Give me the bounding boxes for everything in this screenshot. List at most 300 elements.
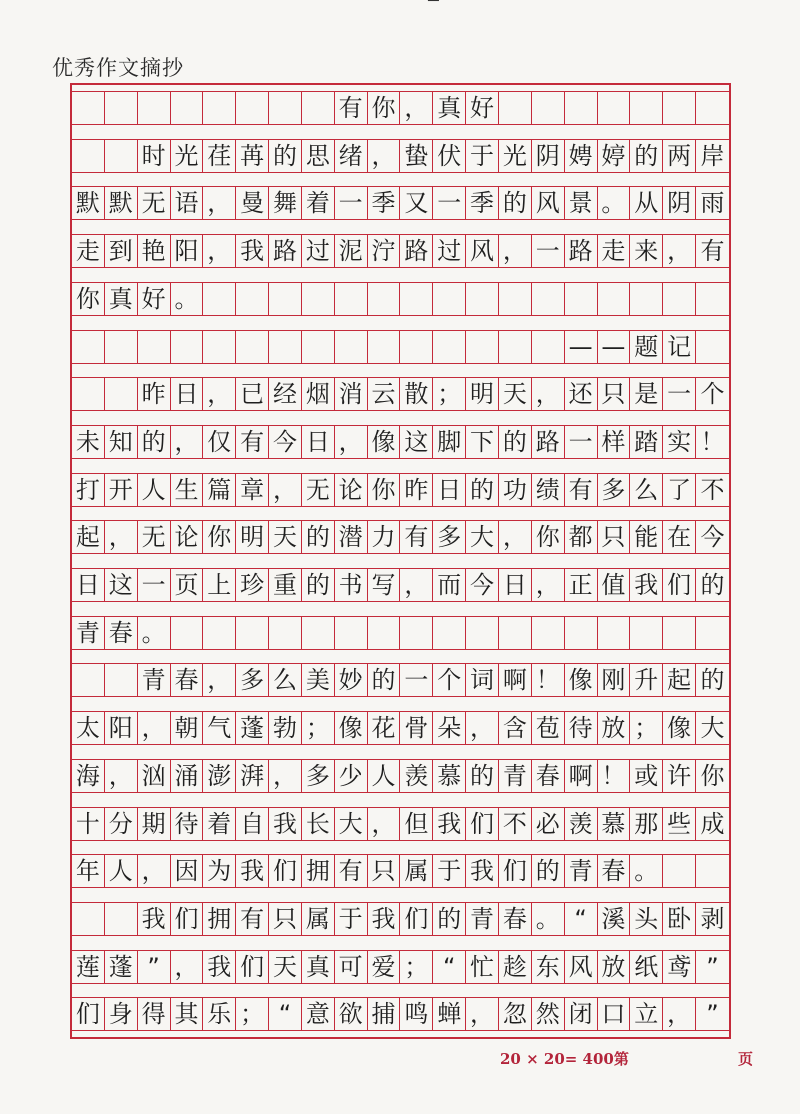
grid-cell [269,92,302,124]
grid-cell: 的 [368,664,401,696]
grid-cell [532,331,565,363]
grid-cell: 思 [302,140,335,172]
grid-row [72,854,729,888]
grid-cell: 珍 [236,569,269,601]
grid-cell: ， [532,378,565,410]
grid-cell: 写 [368,569,401,601]
grid-cell: 身 [105,998,138,1030]
grid-cell: 慕 [433,760,466,792]
grid-cell: 趁 [499,951,532,983]
grid-cell: 刚 [598,664,631,696]
grid-cell: 阳 [171,235,204,267]
grid-row [72,902,729,936]
grid-cell: 我 [368,903,401,935]
grid-cell: ， [400,569,433,601]
grid-cell: 潜 [335,521,368,553]
grid-cell: 昨 [400,474,433,506]
grid-cell: 多 [236,664,269,696]
grid-cell [335,617,368,649]
grid-cell: 着 [203,808,236,840]
grid-cell: “ [433,951,466,983]
grid-cell: 放 [598,712,631,744]
grid-cell [696,92,729,124]
grid-cell: 羡 [400,760,433,792]
grid-cell: 泥 [335,235,368,267]
grid-cell: 论 [335,474,368,506]
grid-cell: 多 [433,521,466,553]
grid-cell: ， [105,521,138,553]
grid-cell: 在 [663,521,696,553]
grid-cell: 阴 [532,140,565,172]
grid-cell: ， [203,664,236,696]
manuscript-grid [70,83,731,1039]
grid-cell [105,92,138,124]
grid-cell [171,92,204,124]
grid-cell: 艳 [138,235,171,267]
grid-cell: 们 [663,569,696,601]
grid-cell: 们 [72,998,105,1030]
grid-cell: 少 [335,760,368,792]
grid-cell: 么 [269,664,302,696]
grid-cell [532,617,565,649]
grid-cell: 们 [171,903,204,935]
grid-cell [335,331,368,363]
grid-cell: 口 [598,998,631,1030]
grid-cell: 烟 [302,378,335,410]
grid-cell: ， [532,569,565,601]
grid-cell: 风 [565,951,598,983]
grid-cell: 起 [72,521,105,553]
grid-row [72,520,729,554]
grid-cell: 一 [663,378,696,410]
grid-cell: 一 [532,235,565,267]
grid-cell: 有 [335,855,368,887]
grid-cell: 春 [105,617,138,649]
grid-cell [105,140,138,172]
grid-cell: 天 [269,521,302,553]
grid-cell: 的 [466,760,499,792]
grid-cell: 蝉 [433,998,466,1030]
grid-cell: 勃 [269,712,302,744]
grid-row [72,425,729,459]
grid-cell: ， [663,998,696,1030]
grid-cell [532,92,565,124]
grid-cell: 剥 [700,904,725,933]
grid-cell: 上 [203,569,236,601]
grid-cell: 真 [433,92,466,124]
grid-cell: 。 [532,903,565,935]
grid-cell: 景 [565,187,598,219]
grid-cell [565,92,598,124]
grid-cell [368,283,401,315]
grid-cell: 明 [466,378,499,410]
grid-cell [466,283,499,315]
grid-cell: 纸 [630,951,663,983]
grid-cell: 你 [368,92,401,124]
grid-cell [72,331,105,363]
grid-cell: 妙 [335,664,368,696]
grid-cell [72,378,105,410]
grid-cell: 多 [302,760,335,792]
grid-cell: 待 [565,712,598,744]
grid-cell: 风 [532,187,565,219]
grid-cell: 像 [565,664,598,696]
grid-cell: ， [663,235,696,267]
grid-cell: 人 [138,474,171,506]
grid-cell: 个 [700,380,725,409]
grid-cell: 朝 [171,712,204,744]
grid-cell: 一 [565,426,598,458]
grid-cell: 春 [499,903,532,935]
grid-cell: 闭 [565,998,598,1030]
grid-cell: 力 [368,521,401,553]
grid-cell [400,331,433,363]
grid-cell: 你 [532,521,565,553]
grid-cell: 天 [499,378,532,410]
grid-cell: 页 [171,569,204,601]
grid-cell: 岸 [700,141,725,170]
grid-cell [72,664,105,696]
grid-cell: 苒 [236,140,269,172]
grid-cell: 澎 [203,760,236,792]
grid-cell: 有 [565,474,598,506]
grid-cell: 仅 [203,426,236,458]
page-label: 页 [738,1050,754,1068]
grid-cell: 其 [171,998,204,1030]
grid-cell: ， [400,92,433,124]
grid-cell: 阴 [663,187,696,219]
grid-cell [302,617,335,649]
grid-cell [72,140,105,172]
grid-cell: 的 [499,426,532,458]
grid-row [72,568,729,602]
grid-cell: 大 [700,714,725,743]
grid-cell: 实 [663,426,696,458]
grid-row [72,377,729,411]
grid-row [72,473,729,507]
grid-cell: 泞 [368,235,401,267]
grid-cell: 大 [466,521,499,553]
grid-cell: 欲 [335,998,368,1030]
grid-cell: 不 [499,808,532,840]
grid-cell [269,331,302,363]
grid-cell: ， [203,235,236,267]
grid-cell: 光 [171,140,204,172]
grid-row [72,91,729,125]
grid-cell: 两 [663,140,696,172]
grid-cell [171,617,204,649]
grid-cell: 你 [368,474,401,506]
grid-cell [105,331,138,363]
grid-cell: 题 [630,331,663,363]
grid-info-footer: 20 × 20= 400第 [500,1050,629,1068]
grid-cell [138,92,171,124]
grid-cell: 经 [269,378,302,410]
grid-cell [433,617,466,649]
grid-cell: 绪 [335,140,368,172]
grid-cell [499,283,532,315]
grid-cell [105,664,138,696]
grid-cell: 荏 [203,140,236,172]
grid-cell: 或 [630,760,663,792]
grid-cell: 蓬 [236,712,269,744]
grid-cell: 有 [236,426,269,458]
grid-cell: 了 [663,474,696,506]
grid-cell: ； [302,712,335,744]
grid-cell [696,855,729,887]
grid-cell: ， [368,140,401,172]
grid-cell: 东 [532,951,565,983]
grid-cell [466,331,499,363]
grid-cell: 记 [663,331,696,363]
grid-cell: 散 [400,378,433,410]
grid-cell: 些 [663,808,696,840]
grid-cell: 们 [400,903,433,935]
grid-cell [302,283,335,315]
grid-cell: 青 [72,617,105,649]
grid-cell [236,331,269,363]
grid-cell [269,283,302,315]
grid-cell [630,92,663,124]
grid-cell: 含 [499,712,532,744]
grid-cell: 的 [630,140,663,172]
grid-cell: 有 [700,237,725,266]
grid-cell: 卧 [663,903,696,935]
grid-cell: 有 [400,521,433,553]
grid-cell: 年 [72,855,105,887]
grid-cell: 苞 [532,712,565,744]
grid-cell: 的 [302,569,335,601]
grid-cell: 婷 [598,140,631,172]
grid-cell: 为 [203,855,236,887]
grid-cell: 于 [466,140,499,172]
grid-cell: 今 [466,569,499,601]
grid-cell: 的 [700,571,725,599]
grid-row [72,997,729,1031]
grid-cell: 捕 [368,998,401,1030]
grid-cell: ， [105,760,138,792]
grid-cell: 无 [138,521,171,553]
grid-cell: 啊 [499,664,532,696]
grid-cell: 忽 [499,998,532,1030]
grid-cell: 可 [335,951,368,983]
grid-cell: 雨 [700,189,725,218]
grid-cell: 忙 [466,951,499,983]
grid-cell: 待 [171,808,204,840]
grid-cell: 过 [302,235,335,267]
grid-cell [203,92,236,124]
grid-cell: 时 [138,140,171,172]
grid-cell: 青 [565,855,598,887]
grid-cell [72,903,105,935]
grid-cell: 们 [269,855,302,887]
grid-cell: 因 [171,855,204,887]
grid-cell: 溪 [598,903,631,935]
grid-row [72,282,729,316]
grid-cell [565,283,598,315]
grid-cell: 涌 [171,760,204,792]
grid-cell: 知 [105,426,138,458]
grid-cell [269,617,302,649]
grid-cell: ！ [598,760,631,792]
grid-cell: 篇 [203,474,236,506]
grid-cell: 无 [138,187,171,219]
grid-cell [203,617,236,649]
grid-cell: 这 [105,569,138,601]
grid-cell [598,283,631,315]
grid-cell [400,283,433,315]
grid-cell: 你 [203,521,236,553]
grid-cell: 蛰 [400,140,433,172]
grid-cell: 这 [400,426,433,458]
grid-cell: 论 [171,521,204,553]
grid-cell: ， [499,521,532,553]
grid-cell: 重 [269,569,302,601]
grid-cell: 还 [565,378,598,410]
grid-cell [532,283,565,315]
grid-cell: 今 [700,523,725,552]
grid-cell: 的 [138,426,171,458]
grid-cell [499,331,532,363]
grid-cell: 绩 [532,474,565,506]
grid-cell [72,92,105,124]
grid-cell: 立 [630,998,663,1030]
grid-cell: 词 [466,664,499,696]
grid-cell: 下 [466,426,499,458]
grid-cell: 路 [269,235,302,267]
grid-cell: 然 [532,998,565,1030]
grid-cell: 许 [663,760,696,792]
grid-cell: 鸢 [663,951,696,983]
grid-cell: 骨 [400,712,433,744]
grid-cell: 拥 [203,903,236,935]
grid-cell [368,617,401,649]
grid-cell: 拥 [302,855,335,887]
grid-cell: 光 [499,140,532,172]
grid-cell: 花 [368,712,401,744]
grid-cell [433,283,466,315]
grid-cell: 湃 [236,760,269,792]
grid-cell: 而 [433,569,466,601]
grid-cell: 不 [700,475,725,504]
grid-cell: 。 [598,187,631,219]
grid-row [72,234,729,268]
grid-cell: 的 [433,903,466,935]
grid-cell: 只 [598,378,631,410]
grid-cell: 成 [700,809,725,838]
grid-cell: ， [335,426,368,458]
grid-cell: 日 [499,569,532,601]
grid-cell: 羡 [565,808,598,840]
grid-cell: 鸣 [400,998,433,1030]
grid-cell: 日 [302,426,335,458]
grid-row [72,711,729,745]
grid-cell: — [565,331,598,363]
grid-row [72,330,729,364]
grid-cell: 又 [400,187,433,219]
grid-cell: ” [706,952,719,981]
grid-cell: 季 [466,187,499,219]
grid-cell: 默 [105,187,138,219]
grid-cell [598,617,631,649]
grid-cell: 分 [105,808,138,840]
grid-cell [466,617,499,649]
grid-cell: 青 [138,664,171,696]
grid-cell: 么 [630,474,663,506]
grid-cell: 只 [269,903,302,935]
grid-cell [663,855,696,887]
grid-cell: 消 [335,378,368,410]
grid-cell: 有 [335,92,368,124]
grid-cell: 蓬 [105,951,138,983]
grid-cell [105,903,138,935]
grid-cell: 们 [236,951,269,983]
grid-cell [203,331,236,363]
grid-cell: 书 [335,569,368,601]
grid-cell [138,331,171,363]
grid-cell: ； [630,712,663,744]
grid-cell: 。 [138,617,171,649]
grid-cell [105,378,138,410]
grid-cell: ” [706,1000,719,1029]
grid-cell: 那 [630,808,663,840]
grid-cell: 青 [499,760,532,792]
grid-cell: 能 [630,521,663,553]
grid-cell: 青 [466,903,499,935]
grid-row [72,807,729,841]
grid-cell: 但 [400,808,433,840]
grid-cell: — [598,331,631,363]
grid-cell [433,331,466,363]
grid-cell: 乐 [203,998,236,1030]
grid-cell [663,92,696,124]
grid-cell: 的 [499,187,532,219]
grid-cell: 必 [532,808,565,840]
grid-cell: 于 [433,855,466,887]
grid-cell: 你 [700,761,725,790]
grid-cell: 我 [433,808,466,840]
grid-cell: ， [203,378,236,410]
grid-cell: 真 [302,951,335,983]
grid-cell: 朵 [433,712,466,744]
grid-cell: ， [171,951,204,983]
grid-cell: 云 [368,378,401,410]
grid-cell: ， [499,235,532,267]
grid-cell: ， [269,474,302,506]
grid-cell: ， [138,712,171,744]
grid-cell: 伏 [433,140,466,172]
grid-cell: 好 [466,92,499,124]
grid-cell: 我 [236,855,269,887]
grid-cell: 美 [302,664,335,696]
grid-cell: 正 [565,569,598,601]
grid-cell: 无 [302,474,335,506]
grid-cell: 样 [598,426,631,458]
grid-cell: 脚 [433,426,466,458]
grid-cell: 我 [236,235,269,267]
grid-cell: 属 [400,855,433,887]
grid-cell: 日 [433,474,466,506]
grid-cell: 都 [565,521,598,553]
grid-cell: 自 [236,808,269,840]
grid-cell: ， [138,855,171,887]
grid-cell: 慕 [598,808,631,840]
grid-cell: 生 [171,474,204,506]
grid-cell [236,92,269,124]
grid-cell: 风 [466,235,499,267]
grid-cell: 只 [368,855,401,887]
grid-cell: 真 [105,283,138,315]
